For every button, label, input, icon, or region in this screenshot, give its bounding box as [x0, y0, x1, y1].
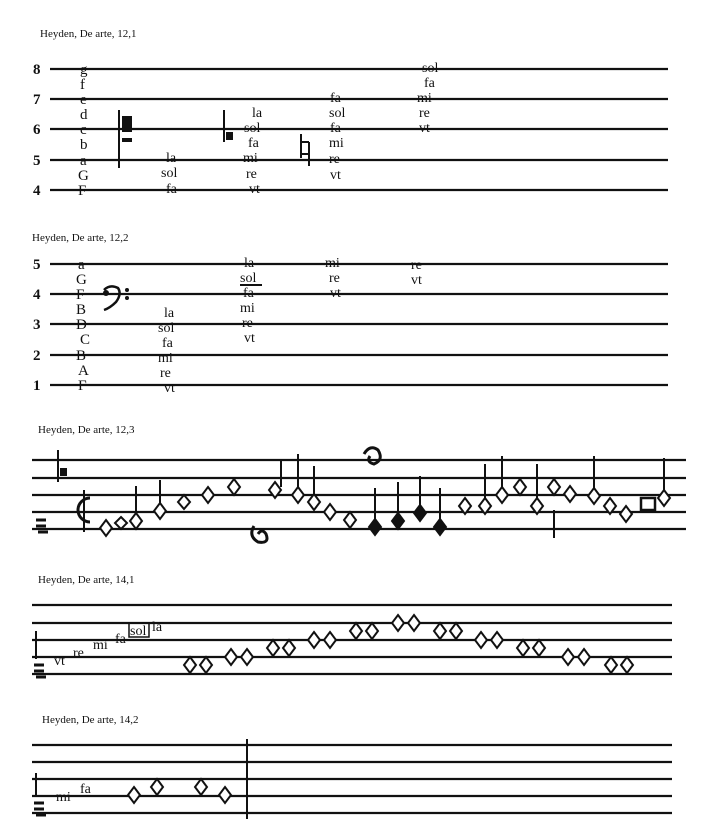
example-12-3-staff	[0, 440, 720, 560]
solmization-syllable: vt	[330, 168, 341, 183]
example-12-2-staff	[0, 250, 720, 400]
note-head	[605, 657, 617, 673]
pitch-letter: B	[76, 348, 87, 364]
solmization-syllable: re	[411, 258, 422, 273]
note-head	[344, 512, 356, 528]
note-head	[564, 486, 576, 502]
solmization-syllable: vt	[419, 121, 430, 136]
pitch-letter: g	[80, 62, 88, 78]
note-head	[548, 479, 560, 495]
pitch-letter: C	[80, 332, 91, 348]
line-number: 1	[33, 378, 41, 394]
note-head	[408, 615, 420, 631]
solmization-syllable: re	[160, 366, 171, 381]
note-head	[308, 632, 320, 648]
solmization-syllable: re	[329, 271, 340, 286]
solmization-syllable: vt	[54, 654, 65, 669]
line-number: 3	[33, 317, 41, 333]
line-number: 8	[33, 62, 41, 78]
note-head	[219, 787, 231, 803]
solmization-syllable: vt	[249, 182, 260, 197]
note-head	[100, 520, 112, 536]
pitch-letter: B	[76, 302, 87, 318]
solmization-syllable: fa	[330, 121, 341, 136]
note-head	[292, 487, 304, 503]
caption-example-12-1: Heyden, De arte, 12,1	[40, 28, 137, 40]
solmization-syllable: fa	[330, 91, 341, 106]
solmization-syllable: re	[73, 646, 84, 661]
example-12-1-staff	[0, 50, 720, 250]
pitch-letter: b	[80, 137, 88, 153]
note-head	[392, 513, 404, 529]
solmization-syllable: sol	[422, 61, 439, 76]
solmization-syllable: mi	[56, 790, 71, 805]
note-head	[202, 487, 214, 503]
solmization-syllable: re	[246, 167, 257, 182]
note-head	[200, 657, 212, 673]
solmization-syllable: sol	[130, 624, 147, 639]
note-head	[392, 615, 404, 631]
note-head	[517, 640, 529, 656]
line-number: 4	[33, 287, 41, 303]
solmization-syllable: mi	[325, 256, 340, 271]
solmization-syllable: fa	[115, 632, 126, 647]
pitch-letter: a	[80, 153, 87, 169]
caption-example-12-3: Heyden, De arte, 12,3	[38, 424, 135, 436]
pitch-letter: D	[76, 317, 87, 333]
solmization-syllable: sol	[161, 166, 178, 181]
solmization-syllable: la	[164, 306, 175, 321]
solmization-syllable: re	[419, 106, 430, 121]
example-14-1-staff	[0, 595, 720, 695]
solmization-syllable: fa	[424, 76, 435, 91]
note-head	[514, 479, 526, 495]
note-head	[496, 487, 508, 503]
solmization-syllable: vt	[244, 331, 255, 346]
line-number: 6	[33, 122, 41, 138]
note-head	[491, 632, 503, 648]
solmization-syllable: vt	[164, 381, 175, 396]
note-head	[324, 632, 336, 648]
solmization-syllable: re	[242, 316, 253, 331]
pitch-letter: d	[80, 107, 88, 123]
note-head	[195, 779, 207, 795]
f-clef-icon	[224, 110, 233, 142]
solmization-syllable: re	[329, 152, 340, 167]
note-head	[130, 513, 142, 529]
solmization-syllable: mi	[243, 151, 258, 166]
solmization-syllable: mi	[93, 638, 108, 653]
note-head	[308, 494, 320, 510]
caption-example-14-1: Heyden, De arte, 14,1	[38, 574, 135, 586]
pitch-letter: A	[78, 363, 89, 379]
solmization-syllable: sol	[240, 271, 257, 286]
solmization-syllable: fa	[248, 136, 259, 151]
note-head	[369, 519, 381, 535]
note-head	[225, 649, 237, 665]
solmization-syllable: fa	[162, 336, 173, 351]
solmization-syllable: mi	[417, 91, 432, 106]
solmization-syllable: fa	[166, 182, 177, 197]
caption-example-12-2: Heyden, De arte, 12,2	[32, 232, 129, 244]
solmization-syllable: la	[244, 256, 255, 271]
solmization-syllable: mi	[158, 351, 173, 366]
note-head	[366, 623, 378, 639]
note-head	[350, 623, 362, 639]
caption-example-14-2: Heyden, De arte, 14,2	[42, 714, 139, 726]
solmization-syllable: la	[166, 151, 177, 166]
pitch-letter: G	[76, 272, 87, 288]
solmization-syllable: fa	[243, 286, 254, 301]
note-head	[324, 504, 336, 520]
breve-note	[641, 498, 655, 510]
solmization-syllable: la	[252, 106, 263, 121]
solmization-syllable: vt	[330, 286, 341, 301]
note-head	[621, 657, 633, 673]
note-head	[475, 632, 487, 648]
solmization-syllable: vt	[411, 273, 422, 288]
line-number: 2	[33, 348, 41, 364]
line-number: 5	[33, 153, 41, 169]
note-head	[228, 479, 240, 495]
example-14-2-staff	[0, 735, 720, 830]
note-row	[128, 779, 231, 803]
pitch-letter: F	[76, 287, 85, 303]
note-head	[178, 495, 190, 509]
solmization-syllable: la	[152, 620, 163, 635]
pitch-letter: f	[80, 77, 85, 93]
solmization-syllable: sol	[158, 321, 175, 336]
line-number: 4	[33, 183, 41, 199]
note-head	[151, 779, 163, 795]
note-head	[533, 640, 545, 656]
natural-sign-icon	[301, 134, 309, 166]
pitch-letter: e	[80, 92, 87, 108]
pitch-letter: a	[78, 257, 85, 273]
solmization-syllable: mi	[240, 301, 255, 316]
note-head	[184, 657, 196, 673]
note-head	[658, 490, 670, 506]
note-head	[283, 640, 295, 656]
note-head	[241, 649, 253, 665]
note-head	[115, 517, 127, 529]
g-clef-icon	[364, 448, 380, 464]
note-head	[128, 787, 140, 803]
note-head	[154, 503, 166, 519]
note-head	[434, 623, 446, 639]
note-head	[578, 649, 590, 665]
note-head	[562, 649, 574, 665]
f-clef-icon	[34, 631, 46, 677]
solmization-syllable: sol	[329, 106, 346, 121]
note-head	[588, 488, 600, 504]
f-clef-icon	[36, 520, 48, 532]
solmization-syllable: fa	[80, 782, 91, 797]
note-head	[267, 640, 279, 656]
line-number: 5	[33, 257, 41, 273]
pitch-letter: c	[80, 122, 87, 138]
solmization-syllable: mi	[329, 136, 344, 151]
note-head	[414, 505, 426, 521]
note-head	[620, 506, 632, 522]
pitch-letter: G	[78, 168, 89, 184]
note-head	[434, 519, 446, 535]
f-clef-icon	[103, 286, 129, 310]
pitch-letter: F	[78, 183, 87, 199]
note-head	[450, 623, 462, 639]
line-number: 7	[33, 92, 41, 108]
pitch-letter: Γ	[78, 378, 87, 394]
solmization-syllable: sol	[244, 121, 261, 136]
